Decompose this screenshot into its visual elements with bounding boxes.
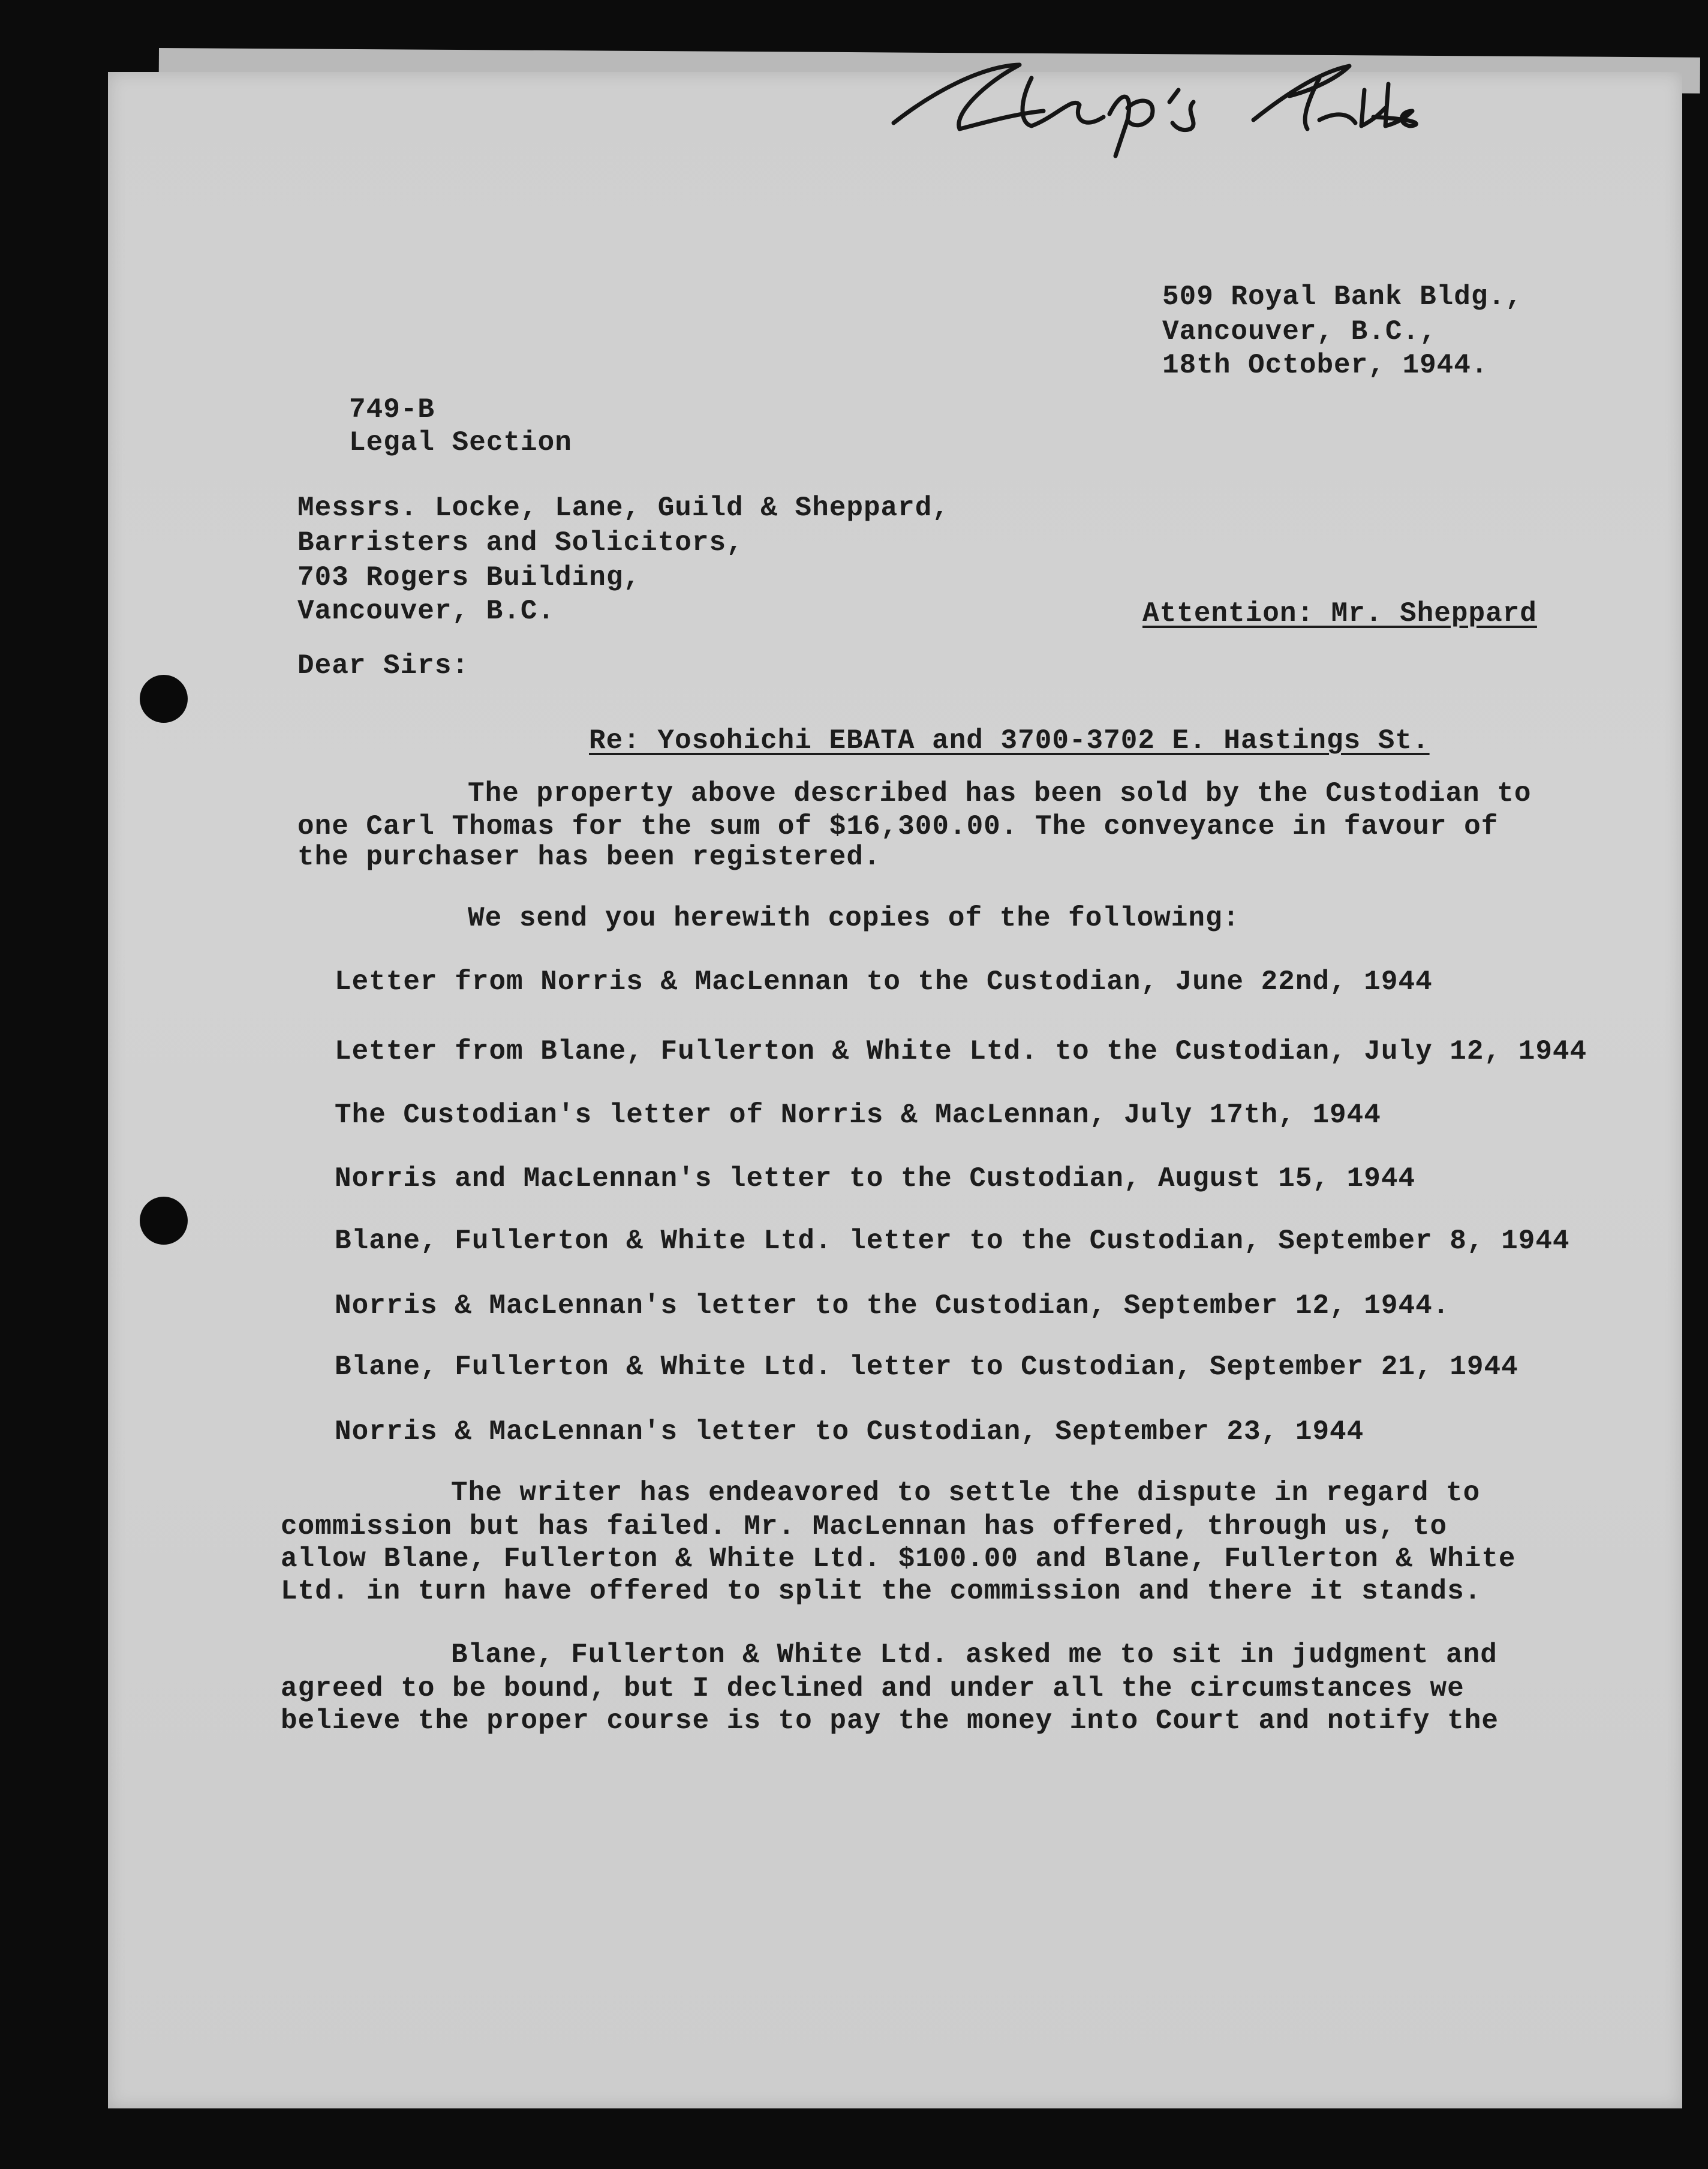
paragraph-2: We send you herewith copies of the following: [468, 903, 1240, 934]
sender-address-line-1: 509 Royal Bank Bldg., [1162, 281, 1523, 313]
handwritten-signature-note [0, 0, 1708, 240]
enclosure-item: Norris & MacLennan's letter to the Custodian, September 12, 1944. [335, 1290, 1450, 1321]
paragraph-4-line-2: agreed to be bound, but I declined and under all the circumstances we [281, 1673, 1465, 1704]
letter-date: 18th October, 1944. [1162, 350, 1489, 381]
paragraph-3-line-4: Ltd. in turn have offered to split the commission and there it stands. [281, 1576, 1482, 1607]
paragraph-3-line-1: The writer has endeavored to settle the dispute in regard to [451, 1477, 1481, 1509]
paragraph-4-line-1: Blane, Fullerton & White Ltd. asked me to sit in judgment and [451, 1639, 1497, 1671]
enclosure-item: Norris and MacLennan's letter to the Custodian, August 15, 1944 [335, 1163, 1416, 1194]
recipient-line-4: Vancouver, B.C. [297, 596, 555, 627]
paragraph-4-line-3: believe the proper course is to pay the money into Court and notify the [281, 1705, 1499, 1737]
salutation: Dear Sirs: [297, 650, 470, 681]
paragraph-3-line-3: allow Blane, Fullerton & White Ltd. $100.00 and Blane, Fullerton & White [281, 1543, 1516, 1575]
paragraph-1-line-1: The property above described has been sold by the Custodian to [468, 778, 1532, 809]
subject-line: Re: Yosohichi EBATA and 3700-3702 E. Hastings St. [589, 725, 1430, 756]
enclosure-item: Blane, Fullerton & White Ltd. letter to the Custodian, September 8, 1944 [335, 1225, 1570, 1257]
file-reference: 749-B [349, 394, 435, 425]
recipient-line-1: Messrs. Locke, Lane, Guild & Sheppard, [297, 492, 949, 524]
punch-hole-top [140, 675, 188, 723]
enclosure-item: Letter from Norris & MacLennan to the Custodian, June 22nd, 1944 [335, 966, 1433, 998]
paragraph-1-line-2: one Carl Thomas for the sum of $16,300.00. The conveyance in favour of [297, 811, 1499, 842]
paragraph-1-line-3: the purchaser has been registered. [297, 842, 881, 873]
recipient-line-2: Barristers and Solicitors, [297, 527, 744, 558]
paragraph-3-line-2: commission but has failed. Mr. MacLennan has offered, through us, to [281, 1511, 1448, 1542]
recipient-line-3: 703 Rogers Building, [297, 562, 641, 593]
enclosure-item: Blane, Fullerton & White Ltd. letter to Custodian, September 21, 1944 [335, 1351, 1518, 1383]
enclosure-item: Norris & MacLennan's letter to Custodian, September 23, 1944 [335, 1416, 1364, 1447]
sender-address-line-2: Vancouver, B.C., [1162, 316, 1437, 347]
enclosure-item: Letter from Blane, Fullerton & White Ltd. to the Custodian, July 12, 1944 [335, 1036, 1587, 1067]
punch-hole-bottom [140, 1197, 188, 1245]
enclosure-item: The Custodian's letter of Norris & MacLennan, July 17th, 1944 [335, 1099, 1381, 1131]
section-reference: Legal Section [349, 427, 572, 458]
attention-line: Attention: Mr. Sheppard [1142, 598, 1537, 629]
